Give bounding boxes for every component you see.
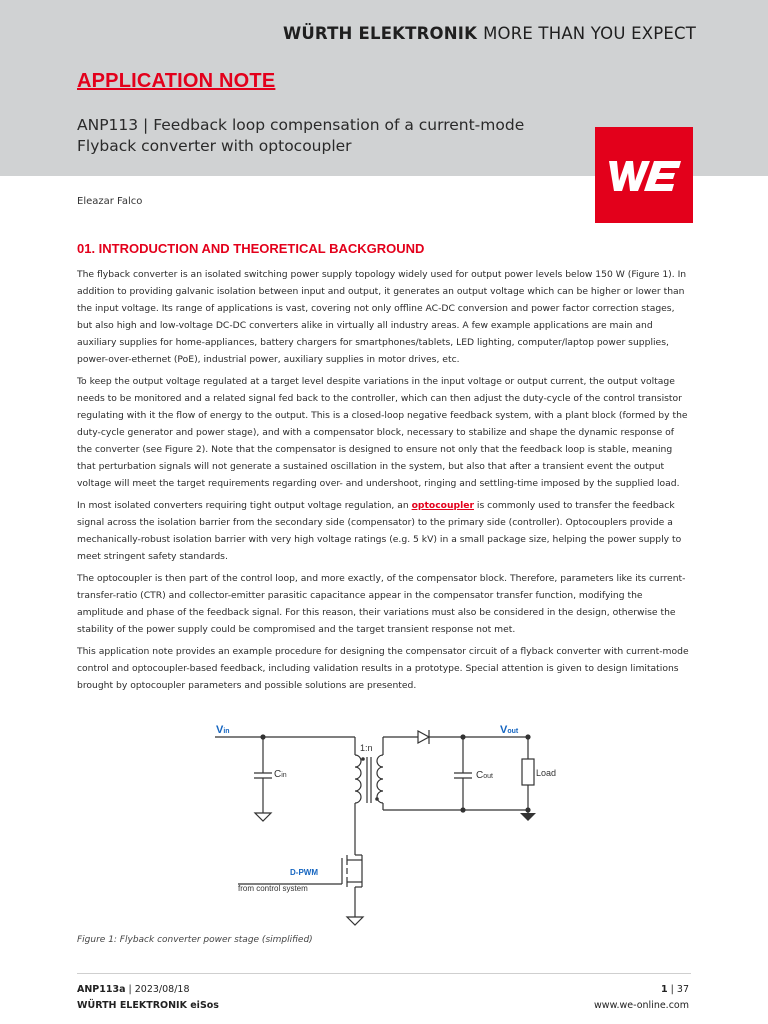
figure-caption: Figure 1: Flyback converter power stage (simplified)	[77, 935, 313, 945]
secondary-winding	[377, 755, 383, 803]
optocoupler-link[interactable]: optocoupler	[411, 500, 474, 511]
primary-winding	[355, 755, 361, 803]
page-number: 1	[661, 984, 668, 995]
paragraph-1: The flyback converter is an isolated switching power supply topology widely used for output power levels below 150 W (Figure 1). In addition to providing galvanic isolation between input and output, it generates an output voltage which can be higher or lower than the input voltage. Its range of applications is vast, covering not only offline AC-DC conversion and power factor correction stages, but also high and low-voltage DC-DC converters alike in virtually all industry areas. A few example applications are main and auxiliary supplies for home-appliances, battery chargers for smartphones/tablets, LED lighting, computer/laptop power supplies, power-over-ethernet (PoE), industrial power, auxiliary supplies in motor drives, etc.	[77, 269, 687, 365]
paragraph-3-end: is commonly used to transfer the feedback signal across the isolation barrier from the secondary side (compensator) to the primary side (controller). Optocouplers provide a mechanically-robust isolation barrier with very high voltage ratings (e.g. 5 kV) in a small package size, helping the power supply to meet stringent safety standards.	[77, 500, 682, 562]
flyback-schematic	[210, 715, 580, 930]
section-heading: 01. INTRODUCTION AND THEORETICAL BACKGROUND	[77, 241, 425, 256]
document-title: ANP113 | Feedback loop compensation of a current-mode Flyback converter with optocoupler	[77, 116, 525, 155]
brand-name: WÜRTH ELEKTRONIK	[282, 24, 478, 43]
secondary-dot	[375, 797, 379, 801]
company-name: WÜRTH ELEKTRONIK eiSos	[77, 1000, 219, 1011]
we-logo	[595, 127, 693, 223]
website-link[interactable]: www.we-online.com	[594, 1000, 689, 1011]
paragraph-3-start: In most isolated converters requiring tight output voltage regulation, an	[77, 500, 412, 511]
footer-left	[77, 982, 219, 1014]
document-id: ANP113a	[77, 984, 126, 995]
diode-body	[418, 731, 429, 743]
cout-label: Cout	[476, 770, 493, 781]
footer-right	[594, 982, 689, 1014]
document-date: | 2023/08/18	[125, 984, 190, 995]
vin-label: Vin	[216, 724, 230, 736]
ground-symbol-bottom	[347, 917, 363, 925]
dpwm-label: D-PWM	[290, 868, 318, 877]
brand-slogan: MORE THAN YOU EXPECT	[483, 24, 696, 43]
body-text	[77, 266, 691, 699]
primary-dot	[361, 757, 365, 761]
schematic-svg	[210, 715, 580, 930]
paragraph-3	[77, 497, 691, 565]
author-name: Eleazar Falco	[77, 196, 143, 207]
vout-label: Vout	[500, 724, 519, 736]
paragraph-5: This application note provides an example procedure for designing the compensator circuit of a flyback converter with current-mode control and optocoupler-based feedback, including validation results in a prototype. Special attention is given to design limitations brought by optocoupler parameters and possible solutions are presented.	[77, 646, 689, 691]
we-logo-mark	[595, 127, 693, 223]
paragraph-2: To keep the output voltage regulated at a target level despite variations in the input voltage or output current, the output voltage needs to be monitored and a related signal fed back to the controller, which can then adjust the duty-cycle of the control transistor regulating with it the flow of energy to the output. This is a closed-loop negative feedback system, with a plant block (formed by the duty-cycle generator and power stage), and with a compensator block, necessary to stabilize and shape the dynamic response of the converter (see Figure 2). Note that the compensator is designed to ensure not only that the feedback loop is stable, meaning that perturbation signals will not generate a sustained oscillation in the system, but also that after a transient event the output voltage will meet the target requirements regarding over- and undershoot, ringing and settling-time imposed by the supplied load.	[77, 376, 688, 489]
ground-symbol-right	[520, 813, 536, 821]
page-total: | 37	[667, 984, 689, 995]
ground-symbol-left	[255, 813, 271, 821]
load-label: Load	[536, 768, 557, 778]
paragraph-4: The optocoupler is then part of the control loop, and more exactly, of the compensator block. Therefore, parameters like its current-transfer-ratio (CTR) and collector-emitter parasitic capacitance appear in the compensator transfer function, modifying the amplitude and phase of the feedback signal. For this reason, their variations must also be considered in the design, otherwise the stability of the power supply could be compromised and the target transient response not met.	[77, 573, 686, 635]
turns-ratio-label: 1:n	[360, 743, 373, 753]
cin-label: Cin	[274, 769, 287, 780]
brand-tagline	[283, 24, 696, 43]
footer-divider	[77, 973, 691, 974]
application-note-label: APPLICATION NOTE	[77, 70, 276, 92]
load-resistor	[522, 759, 534, 785]
control-system-label: from control system	[238, 884, 308, 893]
